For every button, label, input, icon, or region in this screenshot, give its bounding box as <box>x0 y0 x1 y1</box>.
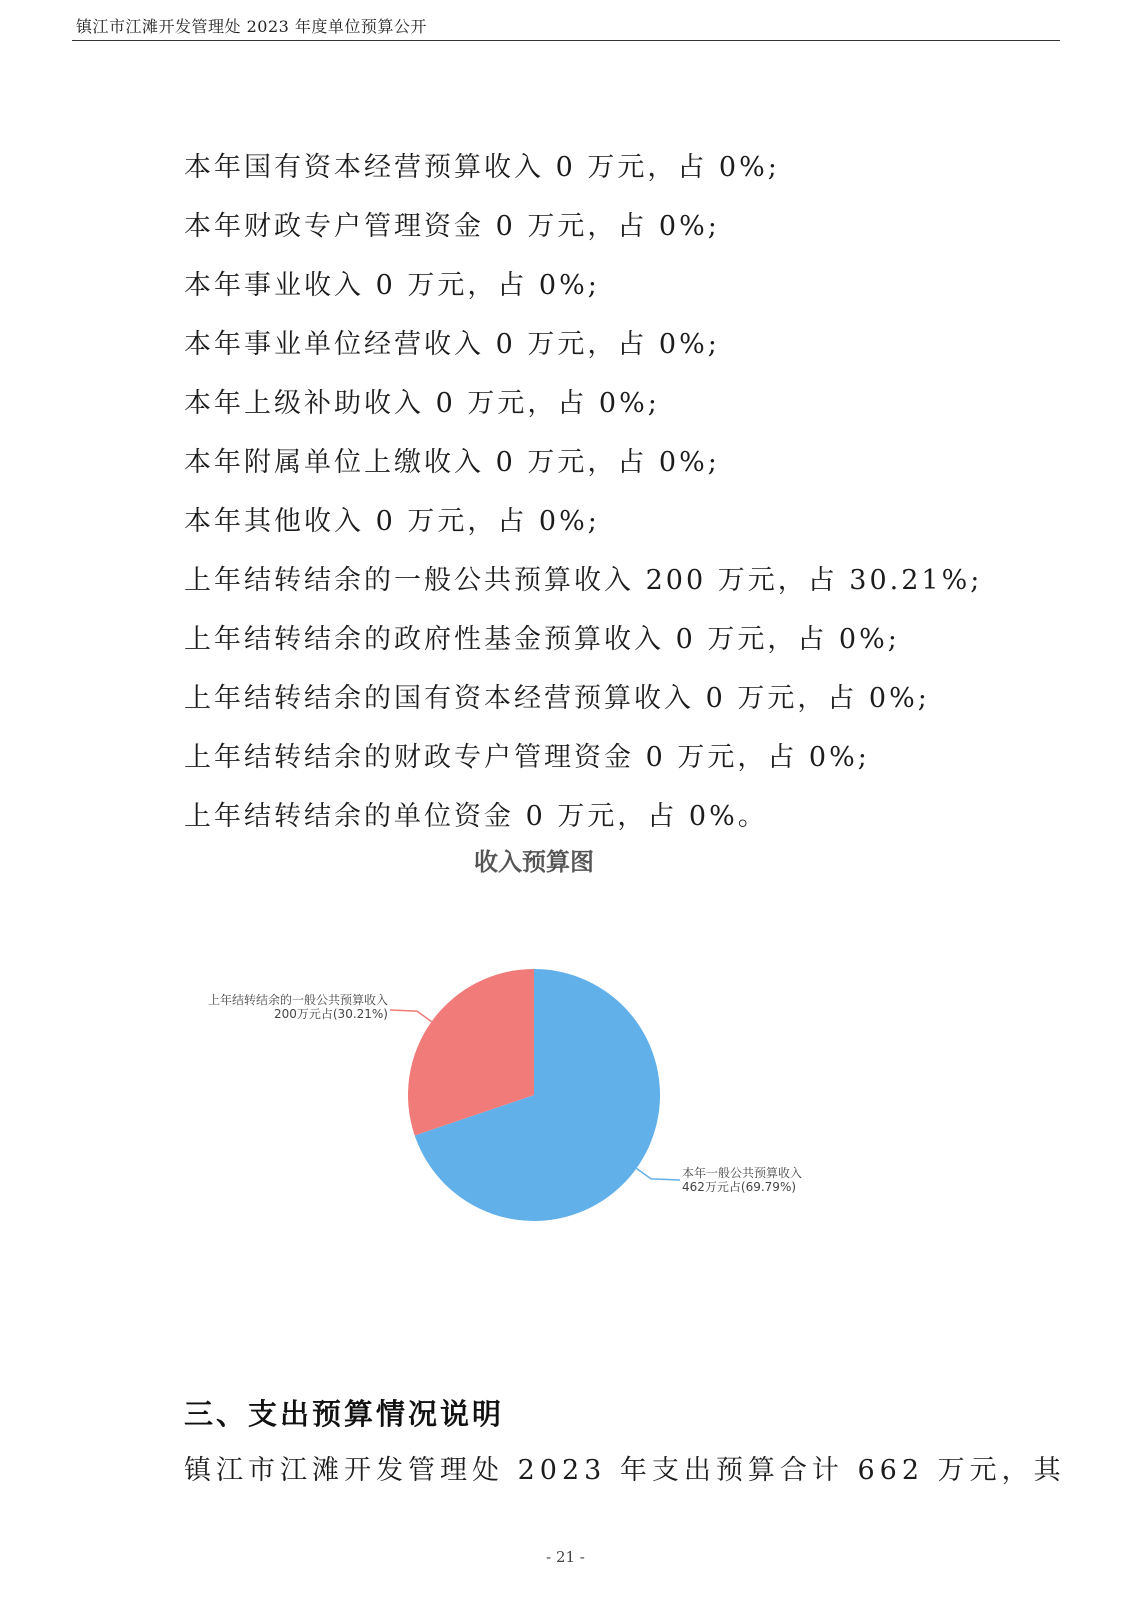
income-breakdown-list <box>184 148 982 856</box>
income-line: 本年国有资本经营预算收入 0 万元，占 0%; <box>184 152 780 183</box>
pie-leader-line-carryover <box>390 1010 432 1022</box>
slice-label-carryover-value: 200万元占(30.21%) <box>273 1007 388 1021</box>
section-heading: 三、支出预算情况说明 <box>184 1397 505 1431</box>
pie-leader-line-current-year <box>636 1168 680 1180</box>
income-line: 本年事业收入 0 万元，占 0%; <box>184 270 600 301</box>
income-line: 本年事业单位经营收入 0 万元，占 0%; <box>184 329 720 360</box>
income-line: 上年结转结余的国有资本经营预算收入 0 万元，占 0%; <box>184 683 930 714</box>
income-line: 上年结转结余的政府性基金预算收入 0 万元，占 0%; <box>184 624 900 655</box>
income-line: 上年结转结余的单位资金 0 万元，占 0%。 <box>184 801 768 832</box>
income-line: 本年附属单位上缴收入 0 万元，占 0%; <box>184 447 720 478</box>
header-divider <box>72 40 1060 41</box>
income-line: 本年其他收入 0 万元，占 0%; <box>184 506 600 537</box>
slice-label-current-year-name: 本年一般公共预算收入 <box>682 1166 803 1180</box>
chart-title: 收入预算图 <box>474 848 594 876</box>
slice-label-carryover-name: 上年结转结余的一般公共预算收入 <box>207 993 388 1007</box>
income-budget-pie-chart <box>0 840 1131 1260</box>
page-number: - 21 - <box>546 1548 585 1566</box>
income-line: 上年结转结余的一般公共预算收入 200 万元，占 30.21%; <box>184 565 983 596</box>
income-line: 本年上级补助收入 0 万元，占 0%; <box>184 388 660 419</box>
income-line: 上年结转结余的财政专户管理资金 0 万元，占 0%; <box>184 742 870 773</box>
expenditure-paragraph: 镇江市江滩开发管理处 2023 年支出预算合计 662 万元，其 <box>184 1455 1066 1486</box>
income-line: 本年财政专户管理资金 0 万元，占 0%; <box>184 211 720 242</box>
page-header: 镇江市江滩开发管理处 2023 年度单位预算公开 <box>76 17 427 36</box>
slice-label-current-year-value: 462万元占(69.79%) <box>682 1180 797 1194</box>
